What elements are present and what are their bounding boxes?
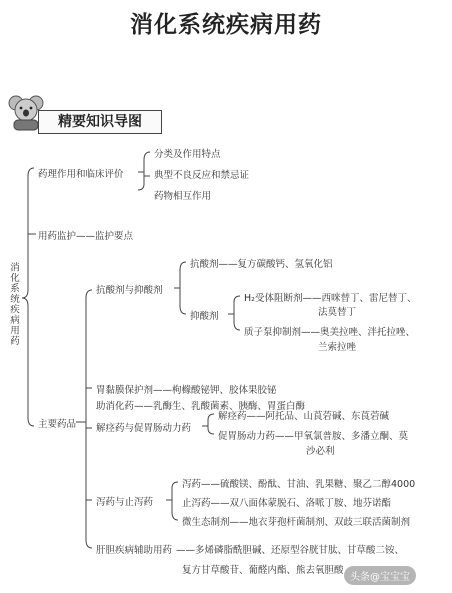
g5-laxatives: 泻药——硫酸镁、酚酞、甘油、乳果糖、聚乙二醇4000 <box>182 479 416 490</box>
section-banner: 精要知识导图 <box>38 110 162 134</box>
root-node: 消化系统疾病用药 <box>8 262 19 346</box>
branch1-item: 药物相互作用 <box>154 191 212 202</box>
g5-label: 泻药与止泻药 <box>96 497 154 508</box>
branch3-label: 主要药品 <box>38 419 77 430</box>
g1-ppi: 质子泵抑制剂——奥美拉唑、泮托拉唑、 <box>244 327 416 338</box>
g4-antispasmodics: 解痉药——阿托品、山莨菪碱、东莨菪碱 <box>218 411 390 422</box>
g6-label: 肝胆疾病辅助用药 <box>96 545 173 556</box>
branch1-item: 分类及作用特点 <box>154 149 221 160</box>
g4-prokinetics-cont: 沙必利 <box>306 446 335 457</box>
g5-probiotics: 微生态制剂——地衣芽孢杆菌制剂、双歧三联活菌制剂 <box>182 517 411 528</box>
g6-drugs: ——多烯磷脂酰胆碱、还原型谷胱甘肽、甘草酸二铵、 <box>176 545 405 556</box>
g5-antidiarrheals: 止泻药——双八面体蒙脱石、洛哌丁胺、地芬诺酯 <box>182 498 392 509</box>
page-title: 消化系统疾病用药 <box>130 12 322 38</box>
g1-label: 抗酸剂与抑酸剂 <box>96 285 163 296</box>
g1-kangsuan: 抗酸剂——复方碳酸钙、氢氧化铝 <box>190 259 333 270</box>
g1-ppi-cont: 兰索拉唑 <box>318 342 357 353</box>
g6-drugs-cont: 复方甘草酸苷、葡醛内酯、熊去氧胆酸 <box>182 565 344 576</box>
g1-h2-blockers: H₂受体阻断剂——西咪替丁、雷尼替丁、 <box>244 293 417 304</box>
branch1-item: 典型不良反应和禁忌证 <box>154 170 250 181</box>
g1-h2-cont: 法莫替丁 <box>318 307 357 318</box>
branch2-label: 用药监护——监护要点 <box>38 231 134 242</box>
g1-yisuan: 抑酸剂 <box>190 311 219 322</box>
g3-digestive-aids: 助消化药——乳酶生、乳酸菌素、胰酶、胃蛋白酶 <box>96 401 306 412</box>
branch1-label: 药理作用和临床评价 <box>38 169 124 180</box>
g4-label: 解痉药与促胃肠动力药 <box>96 423 192 434</box>
watermark: 头条@宝宝宝 <box>344 566 416 585</box>
g4-prokinetics: 促胃肠动力药——甲氧氯普胺、多潘立酮、莫 <box>218 431 409 442</box>
g2-mucosal-protectants: 胃黏膜保护剂——枸橼酸铋钾、胶体果胶铋 <box>96 385 277 396</box>
